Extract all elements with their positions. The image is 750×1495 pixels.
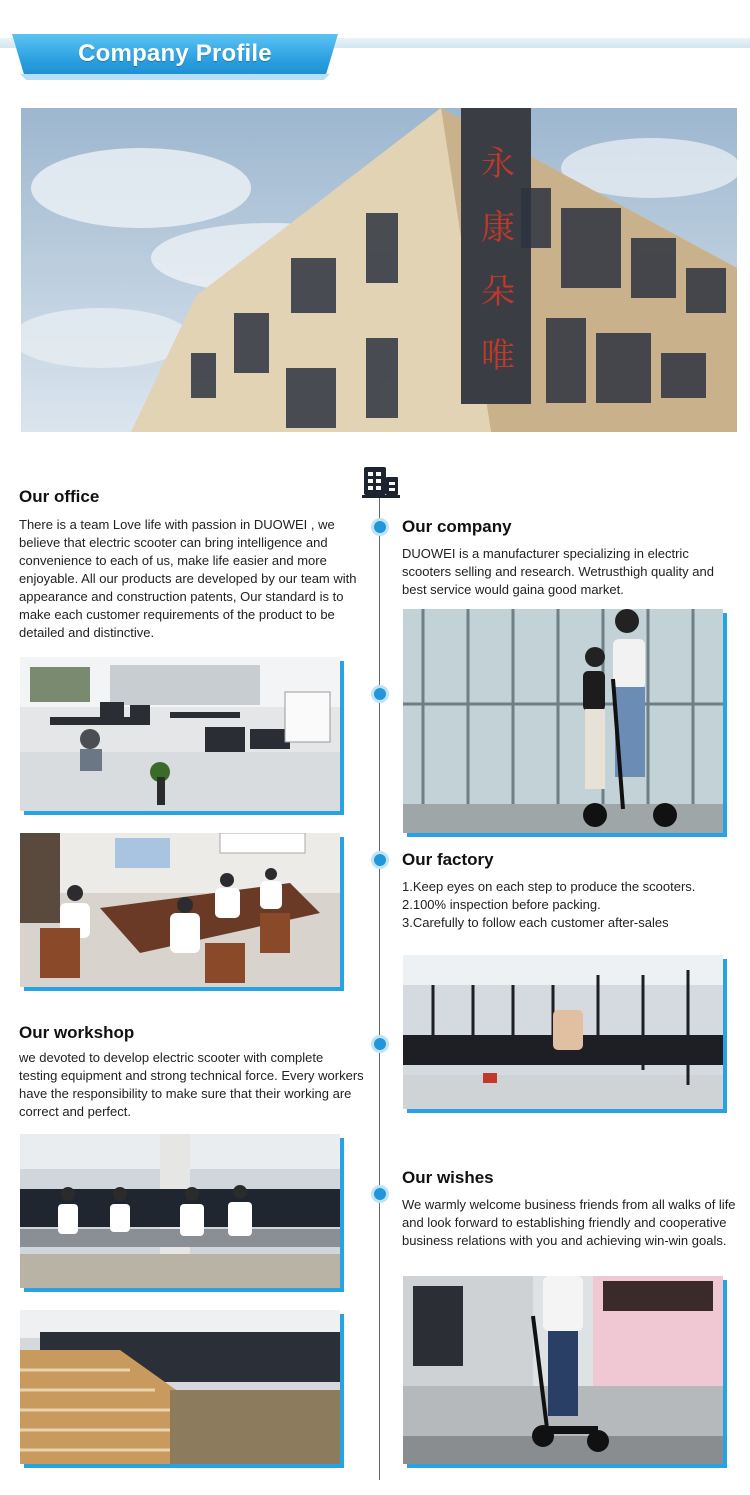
sign-char: 朵 (481, 272, 515, 312)
office-text: There is a team Love life with passion in DUOWEI , we believe that electric scooter can bring intelligence and convenience to each of us, make life easier and more enjoyable. All our products are developed by our team with appearance and construction patents, Our standard is to make each customer requirements of the product to be detailed and distinctive. (19, 517, 357, 640)
factory-heading: Our factory (402, 850, 494, 869)
sign-char: 康 (481, 208, 515, 248)
factory-list-item: 1.Keep eyes on each step to produce the scooters. (402, 879, 696, 894)
wishes-heading: Our wishes (402, 1168, 494, 1187)
company-text: DUOWEI is a manufacturer specializing in electric scooters selling and research. Wetrusthigh quality and best service would gaina good market. (402, 546, 714, 597)
timeline-dot (374, 1038, 386, 1050)
factory-floor-photo (403, 955, 723, 1109)
office-heading: Our office (19, 487, 100, 506)
timeline-dot (374, 688, 386, 700)
meeting-room-photo (20, 833, 340, 987)
street-scooter-photo (403, 1276, 723, 1464)
office-photo (20, 657, 340, 811)
sign-char: 永 (481, 144, 515, 184)
workshop-photo (20, 1134, 340, 1288)
workshop-heading: Our workshop (19, 1023, 135, 1042)
sign-char: 唯 (481, 336, 515, 376)
factory-list-item: 3.Carefully to follow each customer after-sales (402, 915, 669, 930)
page-title: Company Profile (78, 40, 272, 67)
wishes-text: We warmly welcome business friends from all walks of life and look forward to establishing friendly and cooperative business relations with you and achieving win-win goals. (402, 1197, 736, 1248)
timeline-dot (374, 854, 386, 866)
building-photo (21, 108, 737, 432)
factory-list-item: 2.100% inspection before packing. (402, 897, 601, 912)
company-heading: Our company (402, 517, 512, 536)
factory-list (402, 878, 737, 932)
workshop-text: we devoted to develop electric scooter with complete testing equipment and strong technical force. Every workers have the responsibility to make sure that their working are correct and perfect. (19, 1050, 364, 1119)
building-sign (473, 132, 523, 388)
header-tab-underline (20, 74, 330, 80)
assembly-line-photo (20, 1310, 340, 1464)
office-building-icon (362, 463, 400, 499)
timeline-dot (374, 1188, 386, 1200)
timeline-dot (374, 521, 386, 533)
scooter-riders-photo (403, 609, 723, 833)
timeline-line (379, 498, 380, 1480)
